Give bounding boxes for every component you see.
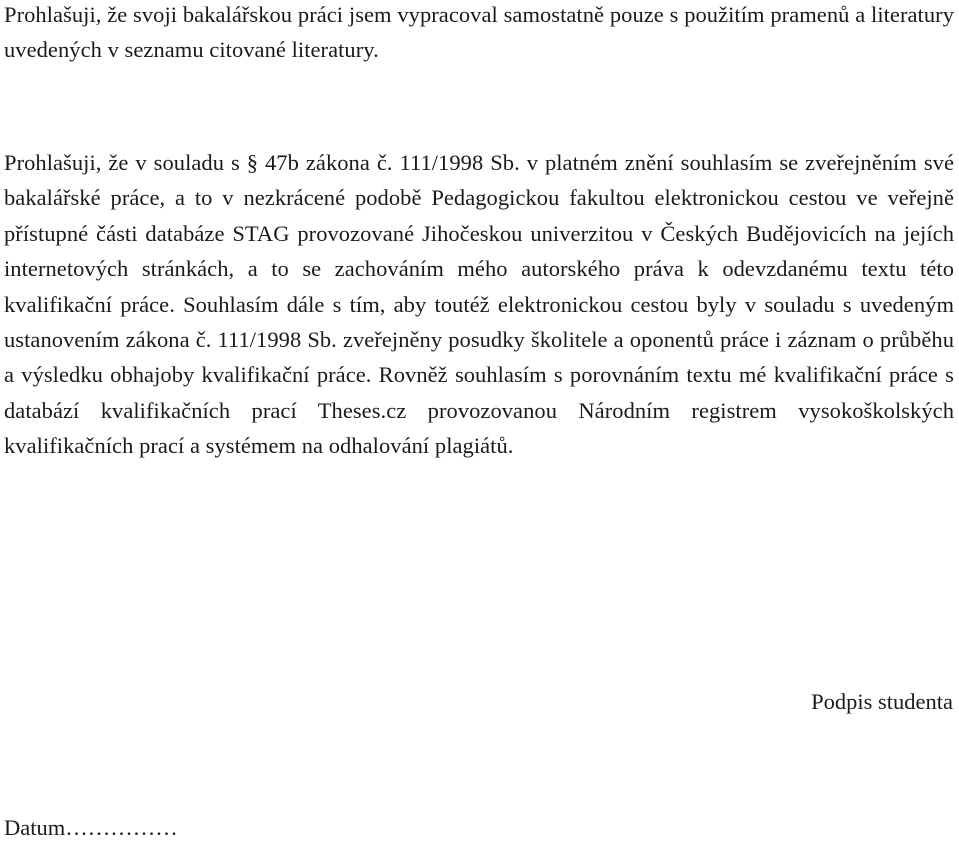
declaration-paragraph-consent: Prohlašuji, že v souladu s § 47b zákona č. 111/1998 Sb. v platném znění souhlasím se zveřejněním své bakalářské práce, a to v nezkrácené podobě Pedagogickou fakultou elektronickou cestou ve veřejně přístupné části databáze STAG provozované Jihočeskou univerzitou v Českých Budějovicích na jejích internetových stránkách, a to se zachováním mého autorského práva k odevzdanému textu této kvalifikační práce. Souhlasím dále s tím, aby toutéž elektronickou cestou byly v souladu s uvedeným ustanovením zákona č. 111/1998 Sb. zveřejněny posudky školitele a oponentů práce i záznam o průběhu a výsledku obhajoby kvalifikační práce. Rovněž souhlasím s porovnáním textu mé kvalifikační práce s databází kvalifikačních prací Theses.cz provozovanou Národním registrem vysokoškolských kvalifikačních prací a systémem na odhalování plagiátů. [4,150,954,459]
signature-label: Podpis studenta [811,689,953,714]
declaration-paragraph-authorship: Prohlašuji, že svoji bakalářskou práci jsem vypracoval samostatně pouze s použitím pramenů a literatury uvedených v seznamu citované literatury. [4,2,954,63]
date-label: Datum…………… [4,815,178,840]
